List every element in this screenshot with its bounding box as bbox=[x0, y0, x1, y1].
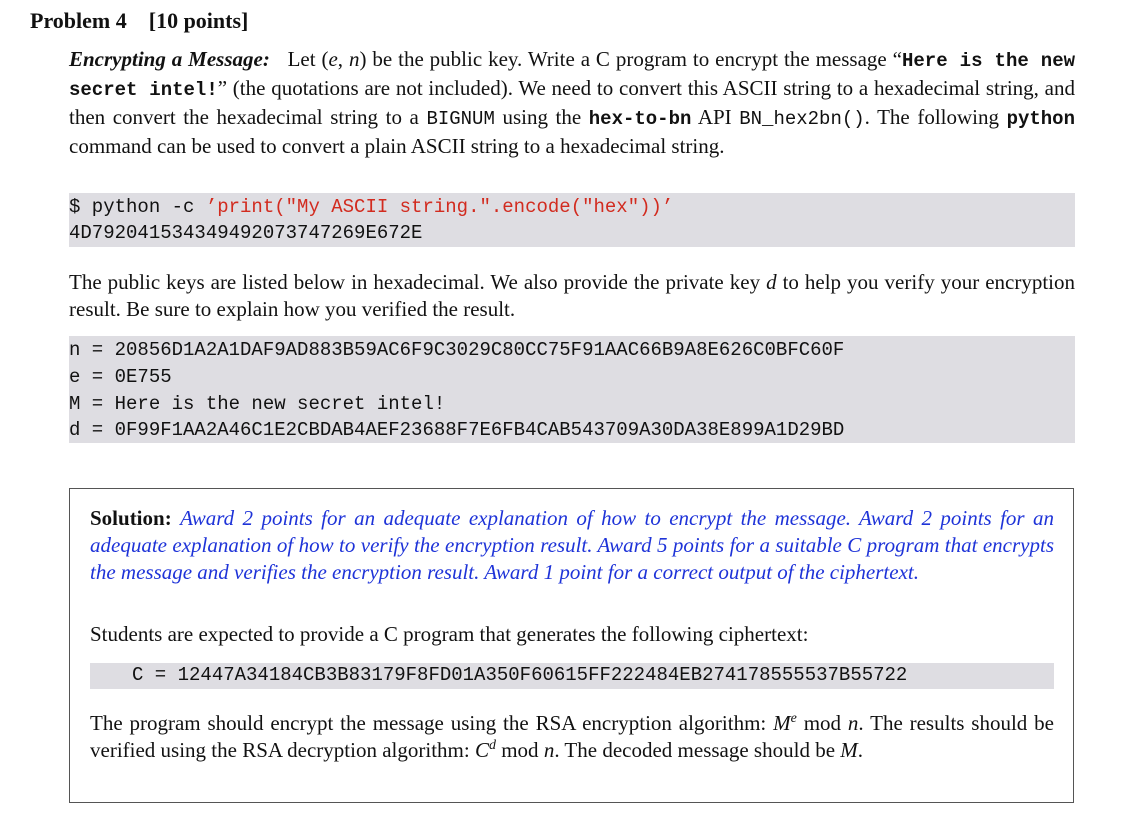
intro-text: API bbox=[697, 105, 740, 129]
solution-box bbox=[69, 488, 1074, 803]
var-n: n bbox=[348, 47, 360, 71]
rubric-text: Award 2 points for an adequate explanation of how to encrypt the message. Award 2 points for an adequate explanation of how to verify the encryption result. Award 5 points for a suitable C program that encrypts the message and verifies the encryption result. Award 1 point for a correct output of the ciphertext. bbox=[90, 506, 1054, 584]
ciphertext-box bbox=[90, 663, 1054, 689]
intro-text: , bbox=[337, 47, 349, 71]
solution-rubric bbox=[90, 505, 1054, 586]
command-prompt: $ python -c bbox=[69, 196, 206, 218]
intro-text: using the bbox=[494, 105, 589, 129]
command-string: ’print("My ASCII string.".encode("hex"))’ bbox=[205, 196, 674, 218]
intro-text: . The following bbox=[864, 105, 1007, 129]
message-text: Here is the new secret intel! bbox=[69, 50, 1076, 101]
intro-text: hexadecimal string. bbox=[560, 134, 725, 158]
python-output-line: 4D792041534349492073747269E672E bbox=[69, 222, 423, 244]
mod-text: mod bbox=[796, 711, 848, 735]
var-m: M bbox=[773, 711, 791, 735]
exponent-e: e bbox=[790, 711, 797, 726]
keys-paragraph bbox=[69, 269, 1075, 323]
solution-label: Solution: bbox=[90, 506, 172, 530]
var-d: d bbox=[766, 270, 777, 294]
keys-text: your encryption result. Be sure to explain how you verified the result. bbox=[69, 270, 1075, 321]
var-c: C bbox=[474, 738, 489, 762]
intro-text: string to a hexadecimal string, and then convert the hexadecimal string to a bbox=[69, 76, 1075, 129]
python-command-box bbox=[69, 193, 1075, 247]
ciphertext-line: C = 12447A34184CB3B83179F8FD01A350F60615FF222484EB274178555537B55722 bbox=[132, 664, 908, 686]
mod-text: mod bbox=[495, 738, 544, 762]
api-term: BN_hex2bn() bbox=[739, 108, 865, 130]
intro-text: ” (the quotations are not included). We need to convert this ASCII bbox=[217, 76, 778, 100]
key-line-d: d = 0F99F1AA2A46C1E2CBDAB4AEF23688F7E6FB4CAB543709A30DA38E899A1D29BD bbox=[69, 419, 845, 441]
intro-text: command can be used to convert a plain ASCII string to a bbox=[69, 134, 555, 158]
var-n: n bbox=[847, 711, 859, 735]
problem-heading bbox=[30, 8, 248, 34]
exponent-d: d bbox=[488, 738, 496, 753]
problem-number: Problem 4 bbox=[30, 8, 127, 33]
keys-text: The public keys are listed below in hexadecimal. We also provide the private key bbox=[69, 270, 767, 294]
key-line-m: M = Here is the new secret intel! bbox=[69, 393, 446, 415]
hex-to-bn-term: hex-to-bn bbox=[588, 108, 692, 130]
program-text: . bbox=[857, 738, 864, 762]
students-paragraph: Students are expected to provide a C program that generates the following ciphertext: bbox=[90, 622, 809, 646]
python-command-line bbox=[69, 196, 673, 218]
program-text: . The decoded message should be bbox=[554, 738, 841, 762]
key-line-e: e = 0E755 bbox=[69, 366, 172, 388]
var-n: n bbox=[543, 738, 555, 762]
program-text: . The results should be verified using the RSA decryption algorithm: bbox=[90, 711, 1054, 762]
bignum-term: BIGNUM bbox=[426, 108, 495, 130]
key-line-n: n = 20856D1A2A1DAF9AD883B59AC6F9C3029C80CC75F91AAC66B9A8E626C0BFC60F bbox=[69, 339, 845, 361]
intro-paragraph bbox=[69, 46, 1075, 160]
python-term: python bbox=[1006, 108, 1075, 130]
quote-mark: “ bbox=[892, 47, 902, 71]
program-text: The program should encrypt the message using the RSA encryption algorithm: bbox=[90, 711, 774, 735]
var-e: e bbox=[328, 47, 338, 71]
problem-points: [10 points] bbox=[148, 8, 249, 33]
intro-text: Let ( bbox=[287, 47, 329, 71]
program-paragraph bbox=[90, 710, 1054, 764]
keys-text: to help you verify bbox=[776, 270, 935, 294]
var-m: M bbox=[840, 738, 858, 762]
keys-code-box bbox=[69, 336, 1075, 443]
intro-text: ) be the public key. Write a C program to encrypt the message bbox=[359, 47, 887, 71]
intro-label: Encrypting a Message: bbox=[69, 47, 270, 71]
